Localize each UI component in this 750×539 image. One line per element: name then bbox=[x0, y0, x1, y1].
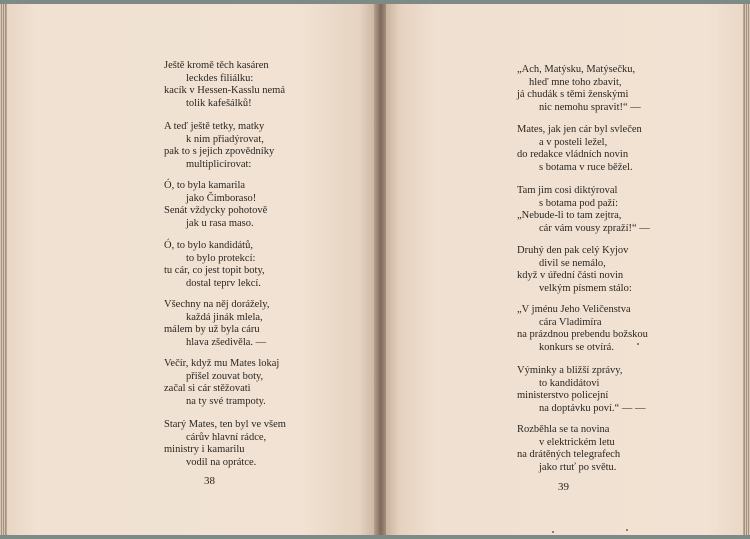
verse-line: Výminky a bližší zprávy, bbox=[517, 365, 623, 376]
verse-line: tu cár, co jest topit boty, bbox=[164, 265, 265, 276]
right-stanza-7 bbox=[517, 424, 620, 474]
right-stanza-1 bbox=[517, 64, 641, 114]
right-stanza-5 bbox=[517, 304, 648, 354]
right-stanza-2 bbox=[517, 124, 642, 174]
verse-line: jako Čimboraso! bbox=[186, 192, 257, 204]
verse-line: k nim přiadýrovat, bbox=[186, 133, 264, 145]
paper-speck bbox=[637, 343, 639, 345]
book-gutter bbox=[374, 4, 386, 535]
verse-line: konkurs se otvírá. bbox=[539, 341, 614, 353]
left-stanza-4 bbox=[164, 240, 265, 290]
verse-line: hleď mne toho zbavit, bbox=[529, 76, 622, 88]
verse-line: s botama v ruce běžel. bbox=[539, 161, 633, 173]
verse-line: Druhý den pak celý Kyjov bbox=[517, 245, 629, 256]
verse-line: nic nemohu spravit!“ — bbox=[539, 101, 641, 113]
right-page-edges bbox=[744, 4, 750, 535]
verse-line: Senát vždycky pohotově bbox=[164, 205, 268, 216]
left-stanza-3 bbox=[164, 180, 267, 230]
left-stanza-2 bbox=[164, 121, 274, 171]
verse-line: leckdes filiálku: bbox=[186, 72, 254, 84]
verse-line: když v úřední části novin bbox=[517, 270, 624, 281]
verse-line: Večír, když mu Mates lokaj bbox=[164, 358, 280, 369]
verse-line: multiplicírovat: bbox=[186, 158, 252, 170]
verse-line: v elektrickém letu bbox=[539, 436, 615, 448]
page-number-left: 38 bbox=[204, 475, 215, 487]
verse-line: a v posteli ležel, bbox=[539, 136, 608, 148]
verse-line: A teď ještě tetky, matky bbox=[164, 121, 265, 132]
verse-line: já chudák s těmi ženskými bbox=[517, 89, 629, 100]
verse-line: s botama pod paží: bbox=[539, 197, 619, 209]
verse-line: na prázdnou prebendu božskou bbox=[517, 329, 648, 340]
verse-line: Rozběhla se ta novina bbox=[517, 424, 610, 435]
paper-speck bbox=[552, 531, 554, 533]
verse-line: Ó, to bylo kandidátů, bbox=[164, 240, 253, 251]
verse-line: „V jménu Jeho Veličenstva bbox=[517, 304, 631, 315]
left-stanza-7 bbox=[164, 419, 286, 469]
right-stanza-3 bbox=[517, 185, 650, 235]
verse-line: „Nebude-li to tam zejtra, bbox=[517, 210, 622, 221]
verse-line: Starý Mates, ten byl ve všem bbox=[164, 419, 286, 430]
page-number-right: 39 bbox=[558, 481, 569, 493]
verse-line: jak u rasa maso. bbox=[186, 217, 254, 229]
right-stanza-6 bbox=[517, 365, 645, 415]
verse-line: vodil na oprátce. bbox=[186, 456, 257, 468]
verse-line: Všechny na něj dorážely, bbox=[164, 299, 270, 310]
verse-line: každá jinák mlela, bbox=[186, 311, 263, 323]
verse-line: dostal teprv lekcí. bbox=[186, 277, 261, 289]
verse-line: do redakce vládních novin bbox=[517, 149, 629, 160]
verse-line: cára Vladimíra bbox=[539, 316, 602, 328]
verse-line: hlava zšedivěla. — bbox=[186, 336, 267, 348]
verse-line: Ó, to byla kamarila bbox=[164, 180, 246, 191]
verse-line: to bylo protekcí: bbox=[186, 252, 256, 264]
verse-line: cár vám vousy zpraží!“ — bbox=[539, 222, 650, 234]
left-stanza-1 bbox=[164, 60, 285, 110]
verse-line: na ty své trampoty. bbox=[186, 395, 266, 407]
verse-line: Tam jim cosi diktýroval bbox=[517, 185, 618, 196]
verse-line: divil se nemálo, bbox=[539, 257, 606, 269]
verse-line: „Ach, Matýsku, Matýsečku, bbox=[517, 64, 636, 75]
left-stanza-6 bbox=[164, 358, 279, 408]
paper-speck bbox=[626, 529, 628, 531]
verse-line: na doptávku poví.“ — — bbox=[539, 402, 646, 414]
verse-line: na drátěných telegrafech bbox=[517, 449, 621, 460]
verse-line: začal si cár stěžovati bbox=[164, 383, 251, 394]
verse-line: přišel zouvat boty, bbox=[186, 370, 264, 382]
verse-line: to kandidátovi bbox=[539, 377, 600, 389]
verse-line: Mates, jak jen cár byl svlečen bbox=[517, 124, 642, 135]
verse-line: cárův hlavní rádce, bbox=[186, 431, 267, 443]
verse-line: jako rtuť po světu. bbox=[539, 461, 617, 473]
left-stanza-5 bbox=[164, 299, 269, 349]
verse-line: málem by už byla cáru bbox=[164, 324, 260, 335]
verse-line: pak to s jejich zpovědníky bbox=[164, 146, 275, 157]
verse-line: kacík v Hessen-Kasslu nemá bbox=[164, 85, 286, 96]
right-stanza-4 bbox=[517, 245, 632, 295]
verse-line: velkým písmem stálo: bbox=[539, 282, 632, 294]
verse-line: ministerstvo policejní bbox=[517, 390, 609, 401]
verse-line: ministry i kamarilu bbox=[164, 444, 245, 455]
verse-line: tolik kafešálků! bbox=[186, 97, 252, 109]
verse-line: Ještě kromě těch kasáren bbox=[164, 60, 269, 71]
